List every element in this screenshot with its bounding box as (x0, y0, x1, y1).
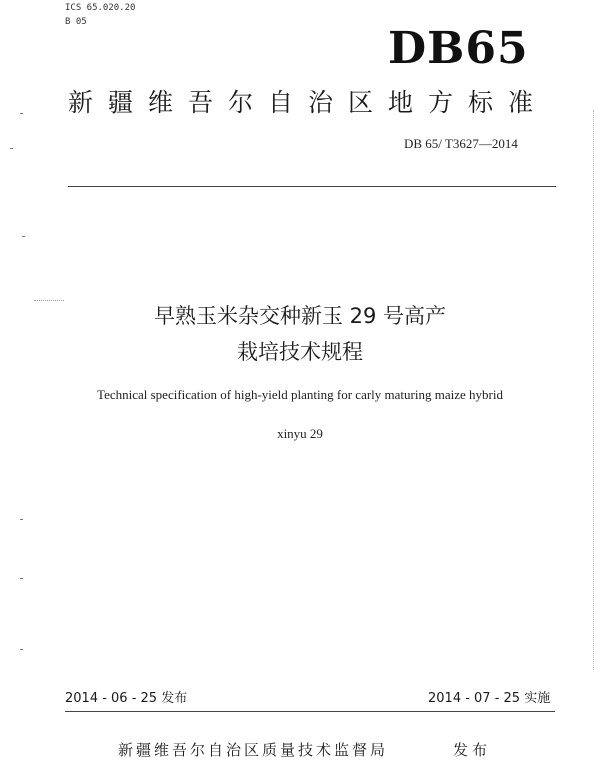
header-divider (68, 186, 556, 187)
issuing-authority: 新疆维吾尔自治区质量技术监督局 (118, 741, 389, 759)
title-chinese-line-2: 栽培技术规程 (237, 340, 363, 364)
title-english-line-2: xinyu 29 (277, 426, 323, 441)
title-chinese-line-1: 早熟玉米杂交种新玉 29 号高产 (153, 304, 447, 328)
scan-mark (22, 236, 25, 237)
issue-date: 2014 - 06 - 25 发布 (65, 691, 188, 706)
standard-number: DB 65/ T3627—2014 (404, 136, 518, 151)
standard-code-logo: DB65 (388, 23, 529, 74)
scan-mark (10, 148, 13, 149)
scan-mark (20, 113, 23, 114)
scan-edge-line (593, 110, 595, 670)
ccs-code: B 05 (65, 17, 87, 27)
scan-mark (20, 578, 23, 579)
standard-category-heading: 新疆维吾尔自治区地方标准 (68, 88, 549, 117)
scan-mark (20, 649, 23, 650)
title-english-line-1: Technical specification of high-yield planting for carly maturing maize hybrid (97, 387, 503, 402)
implementation-date: 2014 - 07 - 25 实施 (428, 691, 551, 706)
ics-code: ICS 65.020.20 (65, 3, 136, 13)
scan-mark (34, 300, 64, 301)
footer-divider (65, 711, 555, 712)
scan-mark (20, 519, 23, 520)
issued-label: 发布 (453, 741, 492, 759)
